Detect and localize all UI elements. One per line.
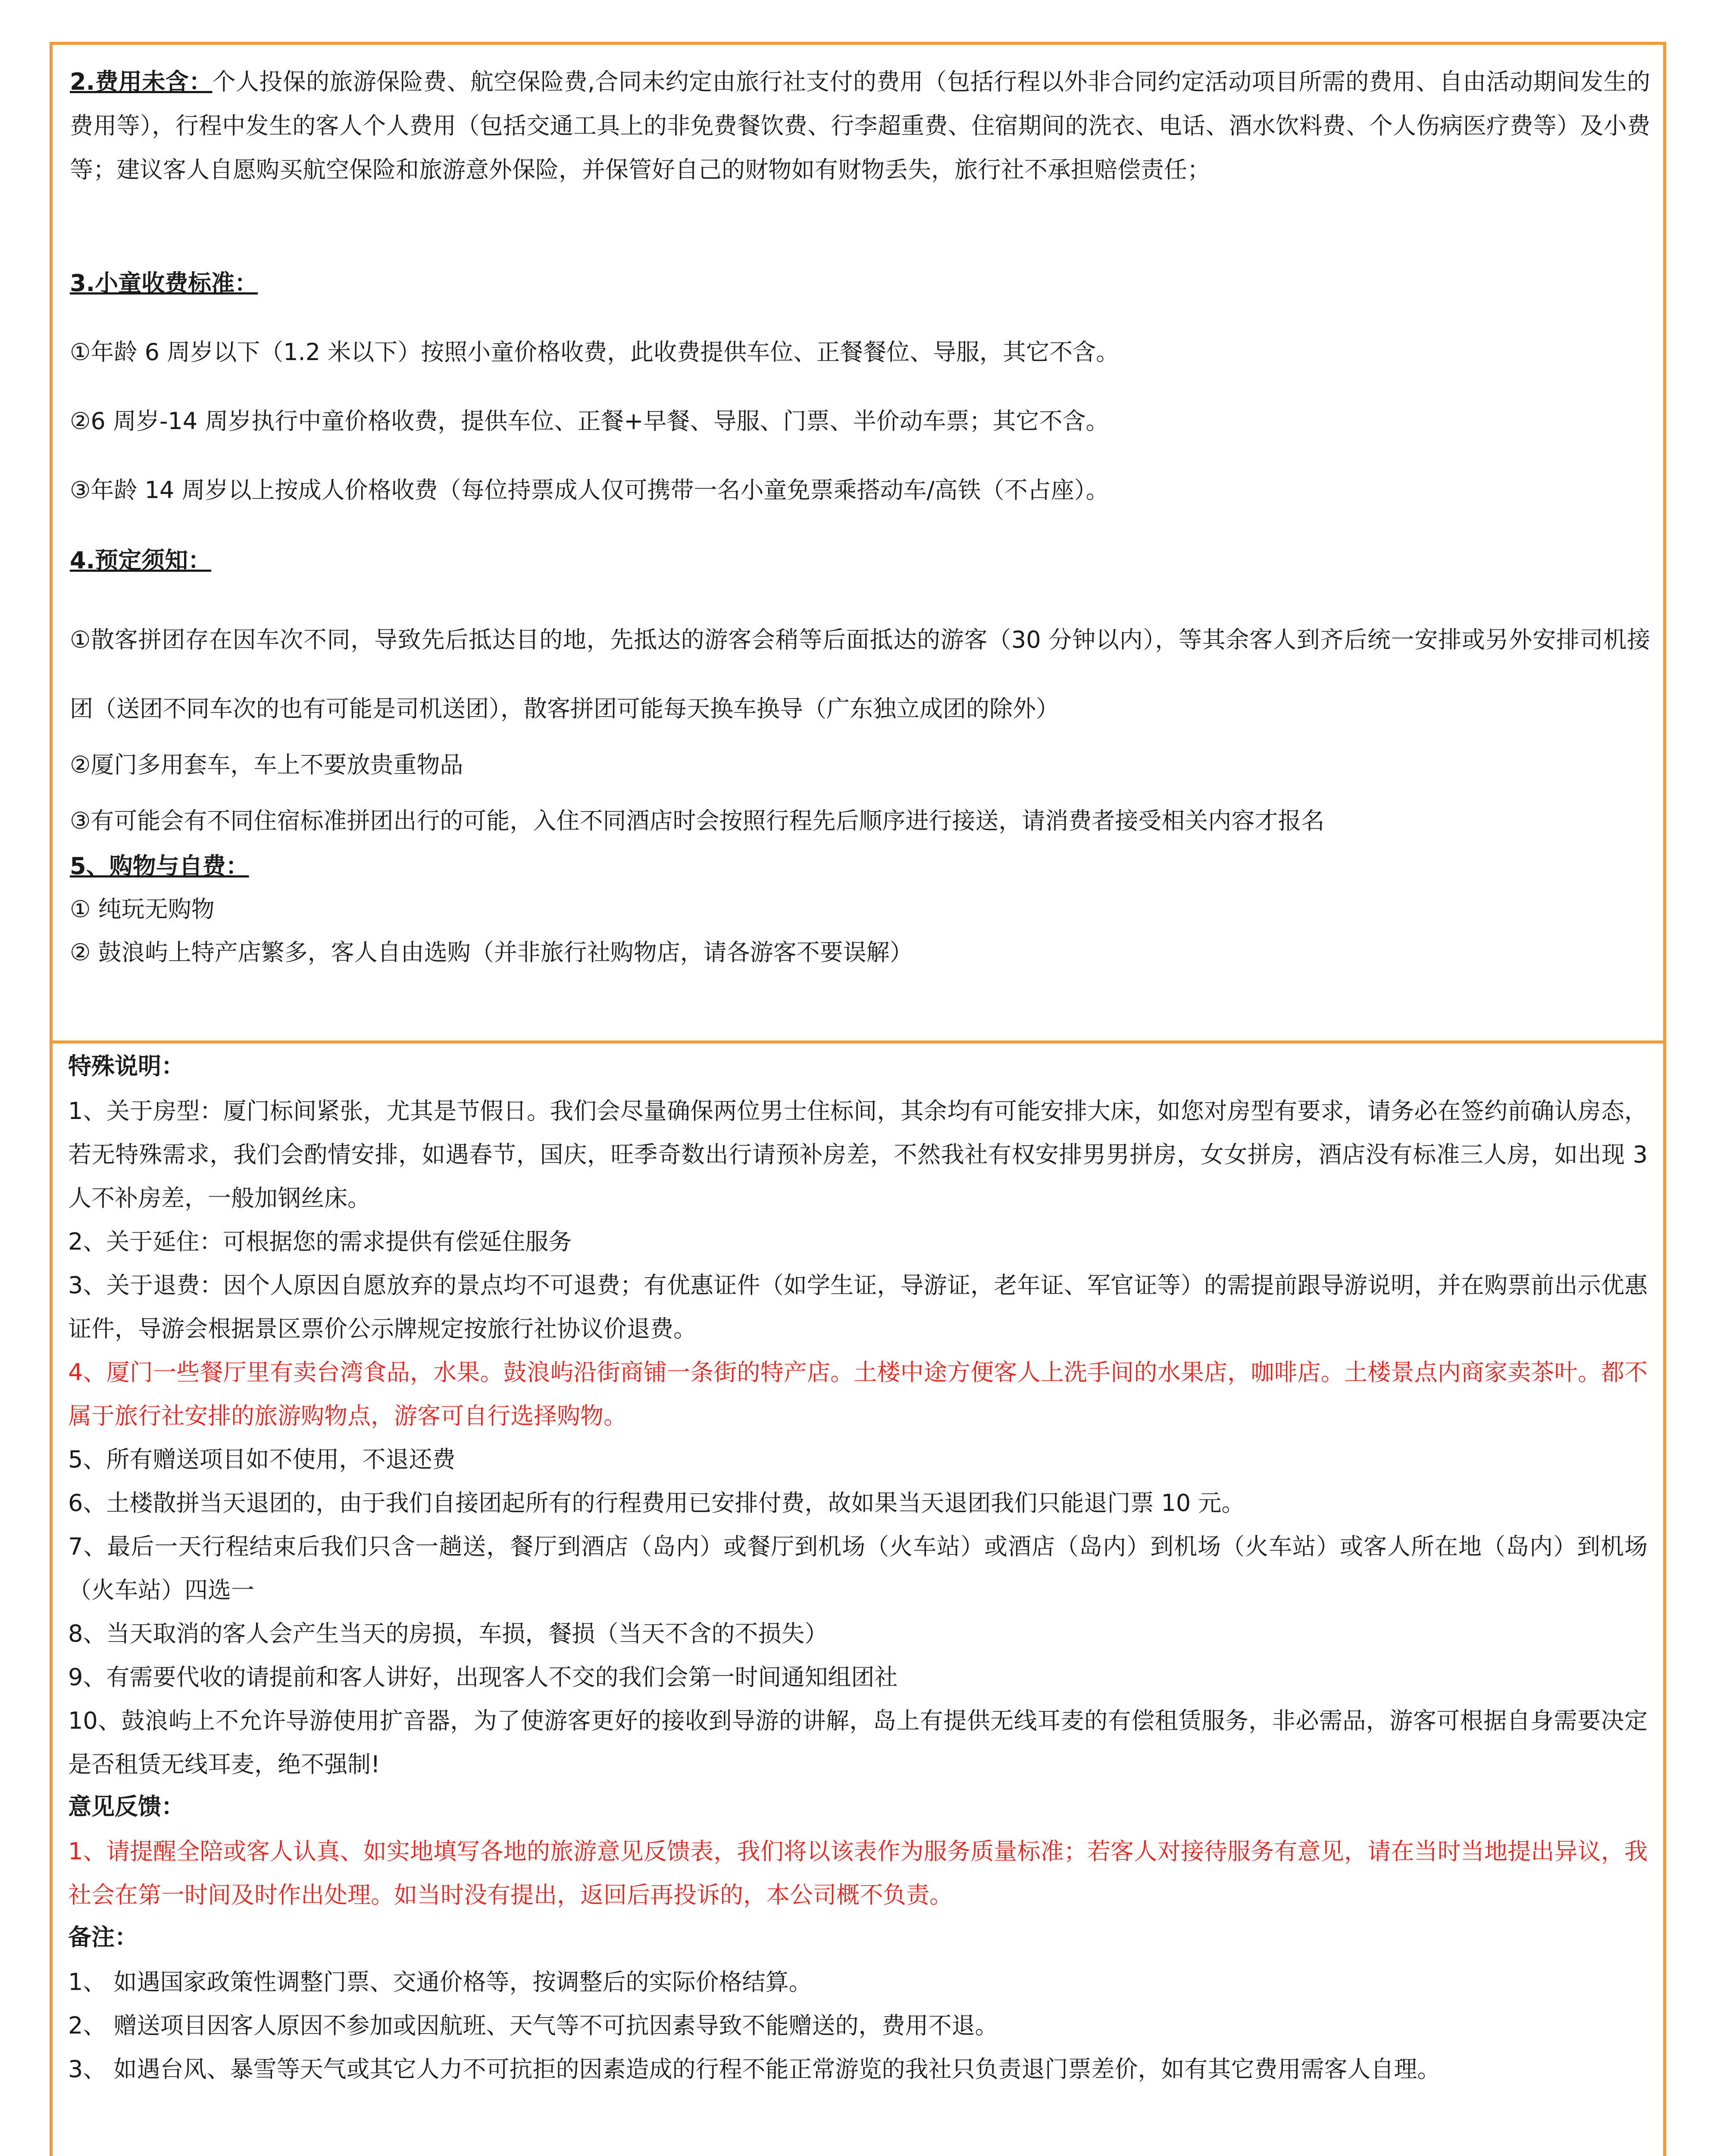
special-item: 6、土楼散拼当天退团的，由于我们自接团起所有的行程费用已安排付费，故如果当天退团我们只能退门票 10 元。 <box>68 1489 1245 1517</box>
booking-notes-heading: 4.预定须知： <box>70 547 212 574</box>
special-heading: 特殊说明： <box>68 1053 185 1080</box>
special-item: 8、当天取消的客人会产生当天的房损，车损，餐损（当天不含的不损失） <box>68 1620 828 1647</box>
feedback-heading: 意见反馈： <box>68 1793 185 1820</box>
special-item: 2、关于延住：可根据您的需求提供有偿延住服务 <box>68 1228 572 1255</box>
fees-excluded-heading: 2.费用未含： <box>70 68 213 95</box>
remark-item: 1、 如遇国家政策性调整门票、交通价格等，按调整后的实际价格结算。 <box>68 1968 812 1996</box>
special-item: 1、关于房型：厦门标间紧张，尤其是节假日。我们会尽量确保两位男士住标间，其余均有可能安排大床，如您对房型有要求，请务必在签约前确认房态，若无特殊需求，我们会酌情安排，如遇春节，国庆，旺季奇数出行请预补房差，不然我社有权安排男男拼房，女女拼房，酒店没有标准三人房，如出现 3 人不补房差，一般加钢丝床。 <box>68 1097 1648 1212</box>
shopping-item: ② 鼓浪屿上特产店繁多，客人自由选购（并非旅行社购物店，请各游客不要误解） <box>70 939 913 966</box>
shopping-item: ① 纯玩无购物 <box>70 896 215 923</box>
shopping-heading: 5、购物与自费： <box>70 852 249 880</box>
fees-excluded-section <box>70 60 1650 192</box>
child-fee-item: ③年龄 14 周岁以上按成人价格收费（每位持票成人仅可携带一名小童免票乘搭动车/高铁（不占座）。 <box>70 476 1109 504</box>
special-item: 9、有需要代收的请提前和客人讲好，出现客人不交的我们会第一时间通知组团社 <box>68 1664 898 1691</box>
remark-item: 2、 赠送项目因客人原因不参加或因航班、天气等不可抗因素导致不能赠送的，费用不退。 <box>68 2012 998 2039</box>
special-item: 3、关于退费：因个人原因自愿放弃的景点均不可退费；有优惠证件（如学生证，导游证，老年证、军官证等）的需提前跟导游说明，并在购票前出示优惠证件，导游会根据景区票价公示牌规定按旅行社协议价退费。 <box>68 1272 1648 1342</box>
booking-note-item: ②厦门多用套车，车上不要放贵重物品 <box>70 751 463 778</box>
special-item: 7、最后一天行程结束后我们只含一趟送，餐厅到酒店（岛内）或餐厅到机场（火车站）或酒店（岛内）到机场（火车站）或客人所在地（岛内）到机场（火车站）四选一 <box>68 1533 1648 1604</box>
special-item-highlight: 4、厦门一些餐厅里有卖台湾食品，水果。鼓浪屿沿街商铺一条街的特产店。土楼中途方便客人上洗手间的水果店，咖啡店。土楼景点内商家卖茶叶。都不属于旅行社安排的旅游购物点，游客可自行选择购物。 <box>68 1359 1648 1429</box>
remark-item: 3、 如遇台风、暴雪等天气或其它人力不可抗拒的因素造成的行程不能正常游览的我社只负责退门票差价，如有其它费用需客人自理。 <box>68 2056 1441 2083</box>
booking-note-item: ①散客拼团存在因车次不同，导致先后抵达目的地，先抵达的游客会稍等后面抵达的游客（30 分钟以内），等其余客人到齐后统一安排或另外安排司机接团（送团不同车次的也有可能是司机送团），散客拼团可能每天换车换导（广东独立成团的除外） <box>70 626 1650 722</box>
booking-note-item: ③有可能会有不同住宿标准拼团出行的可能，入住不同酒店时会按照行程先后顺序进行接送，请消费者接受相关内容才报名 <box>70 807 1325 834</box>
terms-panel <box>50 42 1666 1044</box>
feedback-text: 1、请提醒全陪或客人认真、如实地填写各地的旅游意见反馈表，我们将以该表作为服务质量标准；若客人对接待服务有意见，请在当时当地提出异议，我社会在第一时间及时作出处理。如当时没有提出，返回后再投诉的，本公司概不负责。 <box>68 1838 1648 1908</box>
special-item: 5、所有赠送项目如不使用，不退还费 <box>68 1446 456 1473</box>
special-item: 10、鼓浪屿上不允许导游使用扩音器，为了使游客更好的接收到导游的讲解，岛上有提供无线耳麦的有偿租赁服务，非必需品，游客可根据自身需要决定是否租赁无线耳麦，绝不强制! <box>68 1707 1648 1778</box>
child-fee-item: ①年龄 6 周岁以下（1.2 米以下）按照小童价格收费，此收费提供车位、正餐餐位、导服，其它不含。 <box>70 338 1120 366</box>
notes-panel <box>50 1040 1666 2156</box>
child-fee-item: ②6 周岁-14 周岁执行中童价格收费，提供车位、正餐+早餐、导服、门票、半价动车票；其它不含。 <box>70 407 1109 435</box>
fees-excluded-text: 个人投保的旅游保险费、航空保险费,合同未约定由旅行社支付的费用（包括行程以外非合同约定活动项目所需的费用、自由活动期间发生的费用等），行程中发生的客人个人费用（包括交通工具上的非免费餐饮费、行李超重费、住宿期间的洗衣、电话、酒水饮料费、个人伤病医疗费等）及小费等；建议客人自愿购买航空保险和旅游意外保险，并保管好自己的财物如有财物丢失，旅行社不承担赔偿责任； <box>70 68 1650 183</box>
remarks-heading: 备注： <box>68 1924 138 1951</box>
child-fees-heading: 3.小童收费标准： <box>70 270 258 297</box>
